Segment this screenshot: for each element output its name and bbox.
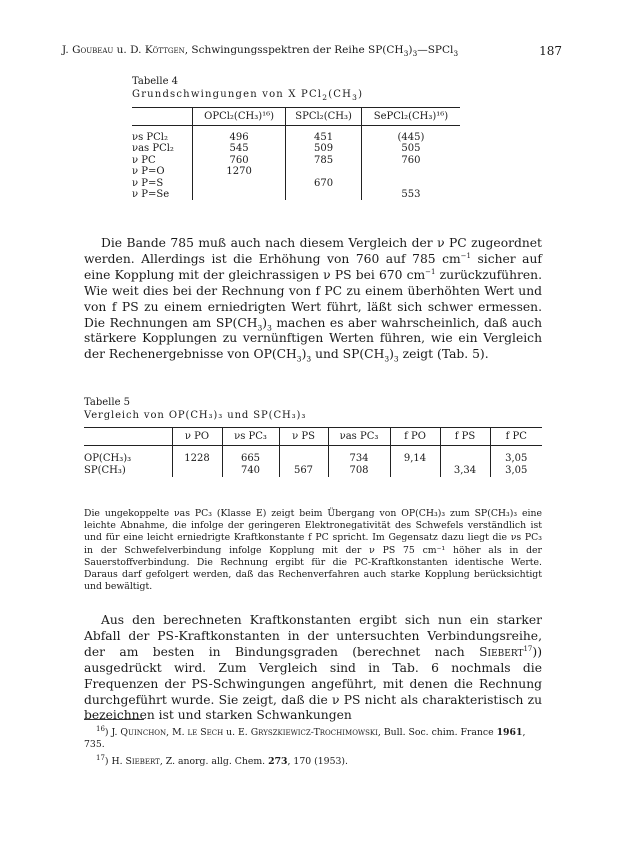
table-cell: 1270 — [193, 166, 286, 177]
table5-header-cell: νs PC₃ — [222, 428, 279, 446]
table-cell: 509 — [286, 143, 362, 154]
table5-caption: Tabelle 5 — [84, 397, 131, 408]
table-row — [132, 155, 460, 166]
row-label: νs PCl₂ — [132, 132, 168, 143]
table-row — [132, 178, 460, 189]
table-row — [132, 143, 460, 154]
row-label: ν P=Se — [132, 189, 170, 201]
table4-caption: Tabelle 4 — [132, 76, 179, 87]
table5-header-cell: f PC — [490, 428, 542, 446]
table-cell: 3,05 — [490, 465, 542, 477]
footnote-rule — [84, 719, 144, 720]
row-label: ν PC — [132, 154, 156, 166]
text-run: , 735. — [84, 727, 526, 750]
table5-title: Vergleich von OP(CH₃)₃ und SP(CH₃)₃ — [84, 410, 307, 421]
superscript: −1 — [460, 251, 471, 260]
table4-title-text: (CH — [328, 89, 353, 100]
table-row — [132, 166, 460, 177]
text-run: , Bull. Soc. chim. France — [377, 727, 497, 738]
subscript: 3 — [296, 354, 302, 364]
footnote-17 — [84, 753, 542, 768]
text-run: ) — [262, 315, 268, 330]
text-run: ) — [389, 347, 394, 362]
table5-header-cell: νas PC₃ — [328, 428, 390, 446]
table-cell: 9,14 — [390, 446, 440, 466]
table5-note: Die ungekoppelte νas PC₃ (Klasse E) zeigt beim Übergang von OP(CH₃)₃ zum SP(CH₃)₃ eine leichte Abnahme, die infolge der geringeren Elektronegativität des Schwefels verständlich ist und für eine leicht erniedrigte Kraftkonstante f PC spricht. Im Gegensatz dazu liegt die νs PC₃ in der Schwefelverbindung infolge Kopplung mit der ν PS 75 cm⁻¹ höher als in der Sauerstoffverbindung. Die Rechnung ergibt für die PC-Kraftkonstanten identische Werte. Daraus darf gefolgert werden, daß das Rechenverfahren auch starke Kopplung berücksichtigt und bewältigt. — [84, 508, 542, 593]
text-run: ) — [301, 347, 307, 362]
row-label: OP(CH₃)₃ — [84, 453, 132, 464]
footnote-mark: 17 — [96, 753, 105, 762]
subscript: 3 — [306, 354, 312, 364]
author-name: Siebert — [479, 644, 524, 659]
table-cell: 496 — [193, 126, 286, 144]
subscript: 3 — [257, 322, 263, 332]
table-cell — [440, 446, 490, 466]
table4-col1-header: OPCl₂(CH₃)¹⁶) — [193, 108, 286, 126]
table5-header-cell: f PS — [440, 428, 490, 446]
table-cell: 505 — [361, 143, 460, 154]
table-cell: 451 — [286, 126, 362, 144]
header-title — [62, 44, 458, 58]
table-cell: 665 — [222, 446, 279, 466]
table-cell: 760 — [361, 155, 460, 166]
author-name: Quinchon — [120, 727, 167, 738]
text-run: )) ausgedrückt wird. Zum Vergleich sind in Tab. 6 nochmals die Frequenzen der PS-Schwingungen angeführt, mit denen die Rechnung durchgeführt wurde. Sie zeigt, daß die ν PS nicht als charakteristisch zu bezeichnen ist und starken Schwankungen — [84, 644, 542, 723]
table-cell: 708 — [328, 465, 390, 477]
footnote-16 — [84, 724, 542, 751]
table-cell: 670 — [286, 178, 362, 189]
table-cell — [361, 178, 460, 189]
table-cell: 3,34 — [440, 465, 490, 477]
table5-header-cell: ν PO — [172, 428, 222, 446]
table4-col2-header: SPCl₂(CH₃) — [286, 108, 362, 126]
subscript: 3 — [267, 322, 272, 332]
table-cell: 760 — [193, 155, 286, 166]
table5 — [84, 427, 542, 477]
text-run: , Z. anorg. allg. Chem. — [159, 756, 269, 767]
body-paragraph-2 — [84, 613, 542, 724]
header-sub: 3 — [453, 49, 459, 59]
text-run: zurückzuführen. Wie weit dies bei der Rechnung von f PC zu einem überhöhten Wert und von f PS zu einem erniedrigten Wert führt, läßt sich schwer ermessen. Die Rechnungen am SP(CH — [84, 267, 542, 330]
text-run: zeigt (Tab. 5). — [398, 347, 489, 362]
table-cell: 740 — [222, 465, 279, 477]
header-text: u. D. — [113, 44, 145, 56]
author-name: le Sech — [187, 727, 224, 738]
header-sub: 3 — [403, 49, 409, 59]
subscript: 3 — [384, 354, 390, 364]
table4-title-sub: 2 — [322, 93, 329, 102]
text-run: , M. — [166, 727, 188, 738]
table-cell — [390, 465, 440, 477]
text-run: Aus den berechneten Kraftkonstanten ergibt sich nun ein starker Abfall der PS-Kraftkonstanten in der untersuchten Verbindungsreihe, der am besten in Bindungsgraden (berechnet nach — [84, 613, 542, 659]
footnote-ref: 17 — [523, 644, 533, 653]
running-header — [62, 44, 562, 58]
table-cell: 567 — [279, 465, 328, 477]
footnote-mark: 16 — [96, 724, 105, 733]
table-row — [132, 189, 460, 200]
text-run: ) J. — [104, 727, 121, 738]
table-cell: 785 — [286, 155, 362, 166]
header-author: Goubeau — [72, 44, 114, 56]
row-label: SP(CH₃) — [84, 465, 126, 476]
table-row — [84, 465, 542, 477]
header-text: J. — [62, 44, 73, 56]
superscript: −1 — [425, 267, 436, 276]
table-cell — [361, 166, 460, 177]
table5-header-row — [84, 428, 542, 446]
table-cell: 553 — [361, 189, 460, 200]
table-cell — [193, 178, 286, 189]
author-name: Gryszkiewicz-Trochimowski — [250, 727, 378, 738]
row-label: νas PCl₂ — [132, 143, 174, 155]
header-text: , Schwingungsspektren der Reihe SP(CH — [184, 44, 404, 56]
table4-title — [132, 89, 363, 100]
text-run: und SP(CH — [311, 347, 385, 362]
author-name: Siebert — [125, 756, 160, 767]
table-cell — [193, 189, 286, 200]
table-cell: 1228 — [172, 446, 222, 466]
table-row — [84, 446, 542, 466]
row-label: ν P=S — [132, 177, 164, 189]
text-run: , 170 (1953). — [287, 756, 348, 767]
table-cell: 3,05 — [490, 446, 542, 466]
table4-col3-header: SePCl₂(CH₃)¹⁶) — [361, 108, 460, 126]
citation-volume: 273 — [268, 756, 288, 767]
text-run: machen es aber wahrscheinlich, daß auch stärkere Kopplungen zu vernünftigen Werten führen, wie ein Vergleich der Rechenergebnisse von OP(CH — [84, 315, 542, 362]
header-author: Köttgen — [144, 44, 185, 56]
table4-title-sub: 3 — [352, 93, 359, 102]
subscript: 3 — [393, 354, 399, 364]
table5-header-cell: f PO — [390, 428, 440, 446]
table-cell: 734 — [328, 446, 390, 466]
table4 — [132, 107, 460, 200]
table-cell: (445) — [361, 126, 460, 144]
table4-title-text: Grundschwingungen von X PCl — [132, 89, 323, 100]
table-cell — [286, 189, 362, 200]
table-cell — [286, 166, 362, 177]
text-run: sicher auf eine Kopplung mit der gleichrassigen ν PS bei 670 cm — [84, 251, 542, 282]
table4-header-blank — [132, 108, 193, 126]
citation-year: 1961 — [496, 727, 523, 738]
body-paragraph-1 — [84, 236, 542, 363]
text-run: u. E. — [223, 727, 251, 738]
text-run: ) H. — [104, 756, 126, 767]
table5-header-cell: ν PS — [279, 428, 328, 446]
table5-header-cell — [84, 428, 172, 446]
table4-title-text: ) — [358, 89, 364, 100]
text-run: Die Bande 785 muß auch nach diesem Vergleich der ν PC zugeordnet werden. Allerdings ist die Erhöhung von 760 auf 785 cm — [84, 236, 542, 266]
page-number: 187 — [539, 44, 562, 58]
row-label: ν P=O — [132, 166, 165, 178]
header-text: —SPCl — [417, 44, 454, 56]
header-sub: 3 — [412, 49, 418, 59]
table-cell — [172, 465, 222, 477]
header-text: ) — [408, 44, 413, 56]
table-cell: 545 — [193, 143, 286, 154]
table-row — [132, 126, 460, 144]
table4-header-row — [132, 108, 460, 126]
table-cell — [279, 446, 328, 466]
